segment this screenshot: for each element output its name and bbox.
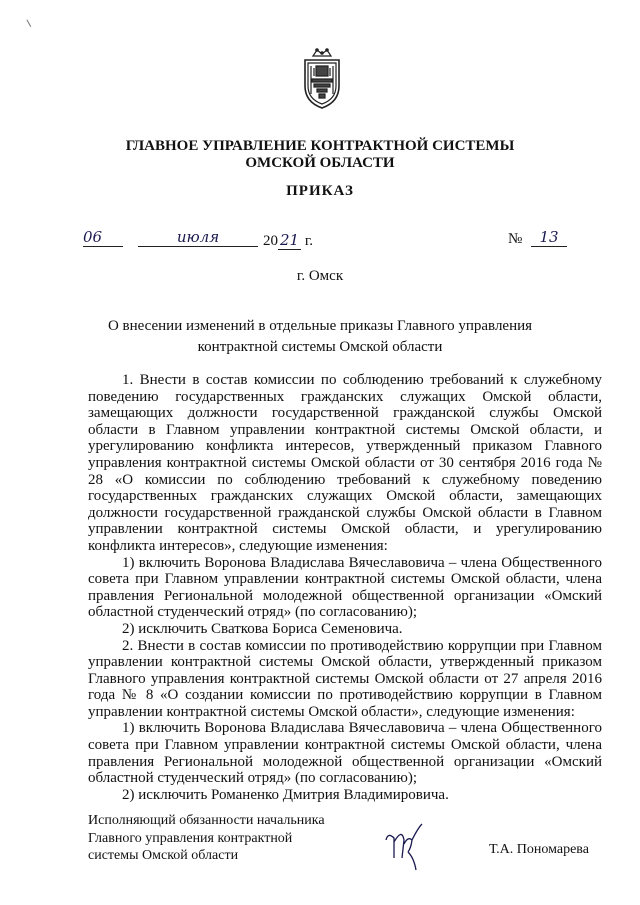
signatory-title: [88, 812, 368, 865]
date-day: 06: [83, 228, 123, 247]
body-paragraph: 1) включить Воронова Владислава Вячеславовича – члена Общественного совета при Главном управлении контрактной системы Омской области, члена правления Региональной молодежной общественной организации «Омский областной студенческий отряд» (по согласованию);: [88, 554, 602, 621]
document-type-title: ПРИКАЗ: [286, 183, 354, 199]
body-paragraph: 2) исключить Романенко Дмитрия Владимировича.: [122, 786, 449, 803]
signatory-title-line: Главного управления контрактной: [88, 830, 293, 846]
document-body: [88, 372, 602, 803]
date-year: [263, 231, 313, 250]
city: г. Омск: [296, 268, 344, 284]
document-number: 13: [531, 228, 567, 247]
number-sign: №: [508, 231, 523, 247]
year-mark: г.: [304, 233, 314, 249]
year-suffix: 21: [280, 231, 300, 249]
body-paragraph: 2. Внести в состав комиссии по противодействию коррупции при Главном управлении контрактной системы Омской области, утвержденный приказом Главного управления контрактной системы Омской области от 27 апреля 2016 года № 8 «О создании комиссии по противодействию коррупции в Главном управлении контрактной системы Омской области», следующие изменения:: [88, 637, 602, 720]
document-subject: О внесении изменений в отдельные приказы Главного управления контрактной системы Омской области: [107, 318, 533, 355]
signatory-name: Т.А. Пономарева: [489, 842, 589, 857]
coat-of-arms-emblem: [299, 46, 345, 110]
organization-name-line2: ОМСКОЙ ОБЛАСТИ: [245, 155, 395, 171]
signatory-title-line: системы Омской области: [88, 848, 239, 863]
signatory-title-line: Исполняющий обязанности начальника: [88, 813, 325, 828]
handwritten-signature: [378, 818, 438, 878]
scan-mark: [26, 17, 35, 27]
body-paragraph: 2) исключить Сваткова Бориса Семеновича.: [122, 620, 403, 637]
body-paragraph: 1) включить Воронова Владислава Вячеславовича – члена Общественного совета при Главном управлении контрактной системы Омской области, члена правления Региональной молодежной общественной организации «Омский областной студенческий отряд» (по согласованию);: [88, 720, 602, 787]
organization-name-line1: ГЛАВНОЕ УПРАВЛЕНИЕ КОНТРАКТНОЙ СИСТЕМЫ: [125, 138, 515, 154]
date-number-row: [83, 228, 603, 254]
year-prefix: 20: [263, 233, 278, 249]
date-month: июля: [138, 228, 258, 247]
body-paragraph: 1. Внести в состав комиссии по соблюдению требований к служебному поведению государственных гражданских служащих Омской области, замещающих должности государственной гражданской службы Омской области в Главном управлении контрактной системы Омской области, и урегулированию конфликта интересов, утвержденный приказом Главного управления контрактной системы Омской области от 30 сентября 2016 года № 28 «О комиссии по соблюдению требований к служебному поведению государственных гражданских служащих Омской области, замещающих должности государственной гражданской службы Омской области в Главном управлении контрактной системы Омской области, и урегулированию конфликта интересов», следующие изменения:: [88, 372, 602, 554]
